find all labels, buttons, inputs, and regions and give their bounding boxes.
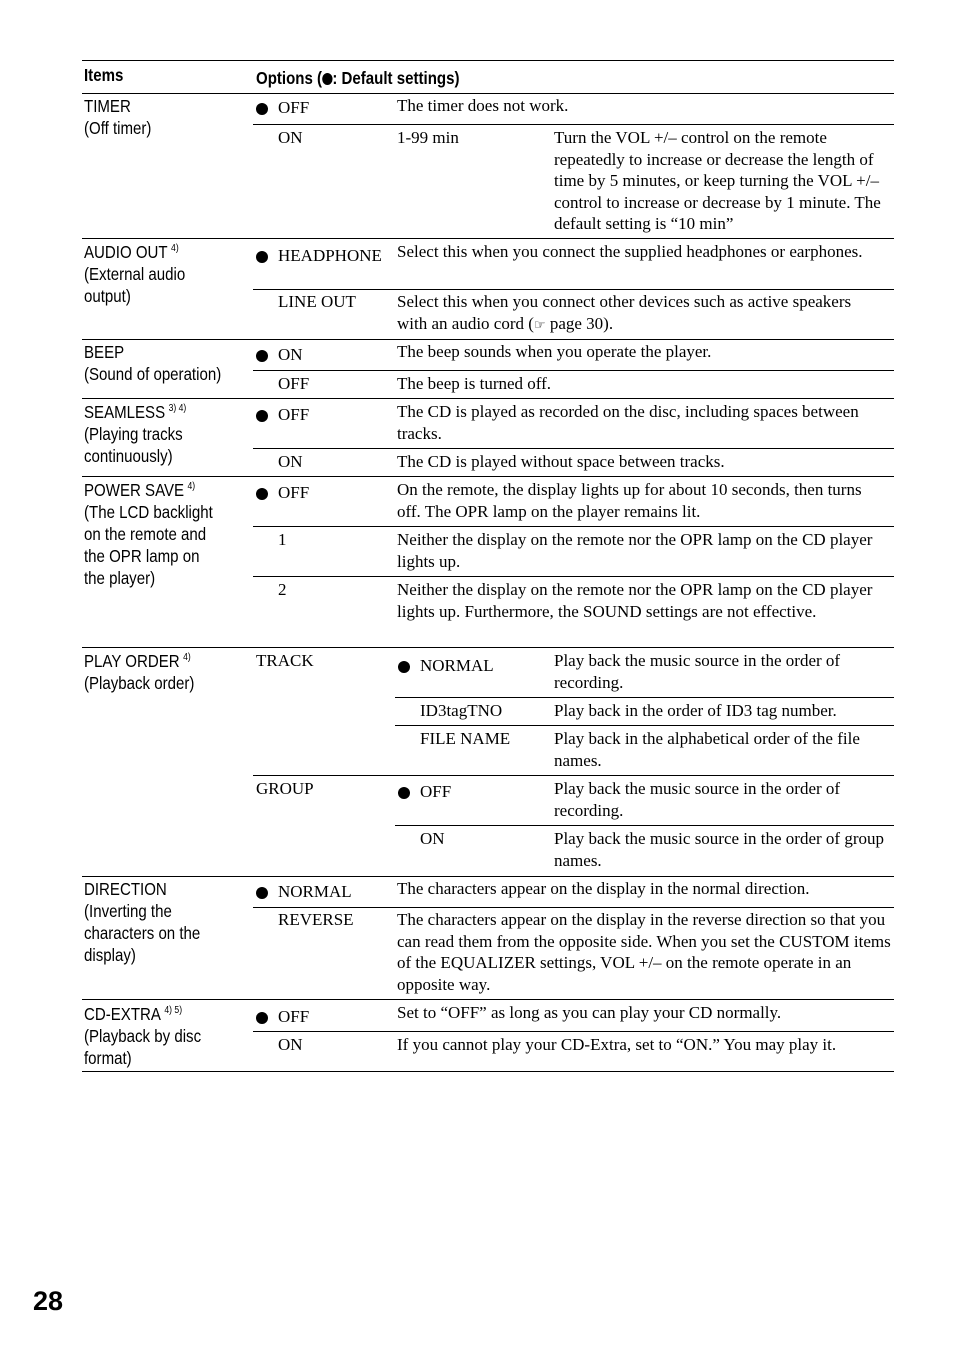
option-label: LINE OUT (278, 292, 356, 311)
option-label: 2 (278, 580, 287, 599)
option-description: Play back in the order of ID3 tag number. (554, 701, 837, 720)
row-divider (82, 238, 894, 239)
row-divider (82, 647, 894, 648)
item-desc: output) (84, 286, 131, 306)
option-divider (253, 289, 894, 290)
option-description: The CD is played without space between tracks. (397, 452, 725, 471)
sub-item-label: GROUP (256, 779, 314, 798)
option-divider (395, 697, 894, 698)
option-divider (253, 526, 894, 527)
item-desc: (External audio (84, 264, 186, 284)
table-top-rule (82, 60, 894, 61)
item-desc: (Inverting the (84, 901, 172, 921)
default-marker-icon (256, 486, 268, 504)
option-divider (253, 124, 894, 125)
option-label: ON (420, 829, 445, 848)
option-description: Play back the music source in the order of recording. (554, 651, 841, 692)
default-marker-icon (256, 885, 268, 903)
option-description: Select this when you connect other devices such as active speakers with an audio cord (☞ page 30). (397, 292, 852, 333)
option-description: The timer does not work. (397, 96, 569, 115)
option-divider (253, 907, 894, 908)
option-label: HEADPHONE (278, 246, 382, 265)
option-label: OFF (278, 98, 310, 117)
default-marker-icon (256, 408, 268, 426)
item-desc: on the remote and (84, 524, 207, 544)
option-label: OFF (278, 1007, 310, 1026)
option-label: NORMAL (420, 656, 494, 675)
item-desc: continuously) (84, 446, 173, 466)
item-desc: (Playback order) (84, 673, 195, 693)
option-description: The beep is turned off. (397, 374, 552, 393)
row-divider (82, 876, 894, 877)
option-description: Select this when you connect the supplied headphones or earphones. (397, 242, 863, 261)
option-label: OFF (420, 782, 452, 801)
item-desc: the player) (84, 568, 156, 588)
item-name: PLAY ORDER $^{4)}$ (84, 651, 191, 671)
header-options: Options ( : Default settings) (256, 68, 460, 88)
item-name: DIRECTION (84, 879, 167, 899)
default-marker-icon (256, 1010, 268, 1028)
item-desc: characters on the (84, 923, 201, 943)
default-marker-icon (256, 249, 268, 267)
option-description: Turn the VOL +/– control on the remote repeatedly to increase or decrease the length of time by 5 minutes, or keep turning the VOL +/– control to increase or decrease by 1 minute. The default setting is “10 min” (554, 128, 881, 233)
option-label: OFF (278, 374, 310, 393)
option-description: The characters appear on the display in the normal direction. (397, 879, 810, 898)
item-name: TIMER (84, 96, 131, 116)
option-label: FILE NAME (420, 729, 511, 748)
option-divider (395, 825, 894, 826)
option-description: On the remote, the display lights up for about 10 seconds, then turns off. The OPR lamp on the player remains lit. (397, 480, 862, 521)
item-name: BEEP (84, 342, 125, 362)
item-desc: the OPR lamp on (84, 546, 200, 566)
option-divider (253, 370, 894, 371)
sub-item-label: TRACK (256, 651, 314, 670)
option-description: The beep sounds when you operate the player. (397, 342, 712, 361)
option-description: The characters appear on the display in the reverse direction so that you can read them from the opposite side. When you set the CUSTOM items of the EQUALIZER settings, VOL +/– on the remote operate in an opposite way. (397, 910, 891, 994)
option-label: ON (278, 452, 303, 471)
option-value: 1-99 min (397, 128, 459, 147)
option-label: ID3tagTNO (420, 701, 503, 720)
default-marker-icon (256, 348, 268, 366)
default-marker-icon (398, 659, 410, 677)
row-divider (82, 398, 894, 399)
option-description: Neither the display on the remote nor the OPR lamp on the CD player lights up. Furthermore, the SOUND settings are not effective. (397, 580, 873, 621)
item-name: AUDIO OUT $^{4)}$ (84, 242, 179, 262)
row-divider (82, 339, 894, 340)
option-description: Set to “OFF” as long as you can play your CD normally. (397, 1003, 782, 1022)
option-label: OFF (278, 405, 310, 424)
item-desc: (Sound of operation) (84, 364, 222, 384)
table-bottom-rule (82, 1071, 894, 1072)
option-label: OFF (278, 483, 310, 502)
option-divider (253, 775, 894, 776)
item-desc: format) (84, 1048, 132, 1068)
option-description: Neither the display on the remote nor the OPR lamp on the CD player lights up. (397, 530, 873, 571)
option-description: Play back in the alphabetical order of the file names. (554, 729, 860, 770)
option-label: 1 (278, 530, 287, 549)
pointing-hand-icon: ☞ (533, 317, 546, 333)
item-name: SEAMLESS $^{3) 4)}$ (84, 402, 187, 422)
default-marker-icon (398, 785, 410, 803)
row-divider (82, 476, 894, 477)
option-divider (253, 576, 894, 577)
header-rule (82, 93, 894, 94)
option-label: ON (278, 345, 303, 364)
default-marker-icon (322, 73, 332, 85)
option-description: Play back the music source in the order of recording. (554, 779, 841, 820)
header-items: Items (84, 65, 124, 85)
item-desc: (Off timer) (84, 118, 152, 138)
item-desc: display) (84, 945, 136, 965)
item-desc: (Playback by disc (84, 1026, 202, 1046)
option-label: REVERSE (278, 910, 354, 929)
row-divider (82, 999, 894, 1000)
default-marker-icon (256, 101, 268, 119)
item-desc: (Playing tracks (84, 424, 183, 444)
option-label: ON (278, 1035, 303, 1054)
option-label: ON (278, 128, 303, 147)
item-desc: (The LCD backlight (84, 502, 213, 522)
option-description: The CD is played as recorded on the disc, including spaces between tracks. (397, 402, 859, 443)
option-divider (253, 1031, 894, 1032)
item-name: CD-EXTRA $^{4) 5)}$ (84, 1004, 183, 1024)
option-description: Play back the music source in the order of group names. (554, 829, 884, 870)
item-name: POWER SAVE $^{4)}$ (84, 480, 196, 500)
option-divider (253, 448, 894, 449)
option-divider (395, 725, 894, 726)
option-description: If you cannot play your CD-Extra, set to “ON.” You may play it. (397, 1035, 837, 1054)
page-number: 28 (33, 1286, 64, 1316)
option-label: NORMAL (278, 882, 352, 901)
